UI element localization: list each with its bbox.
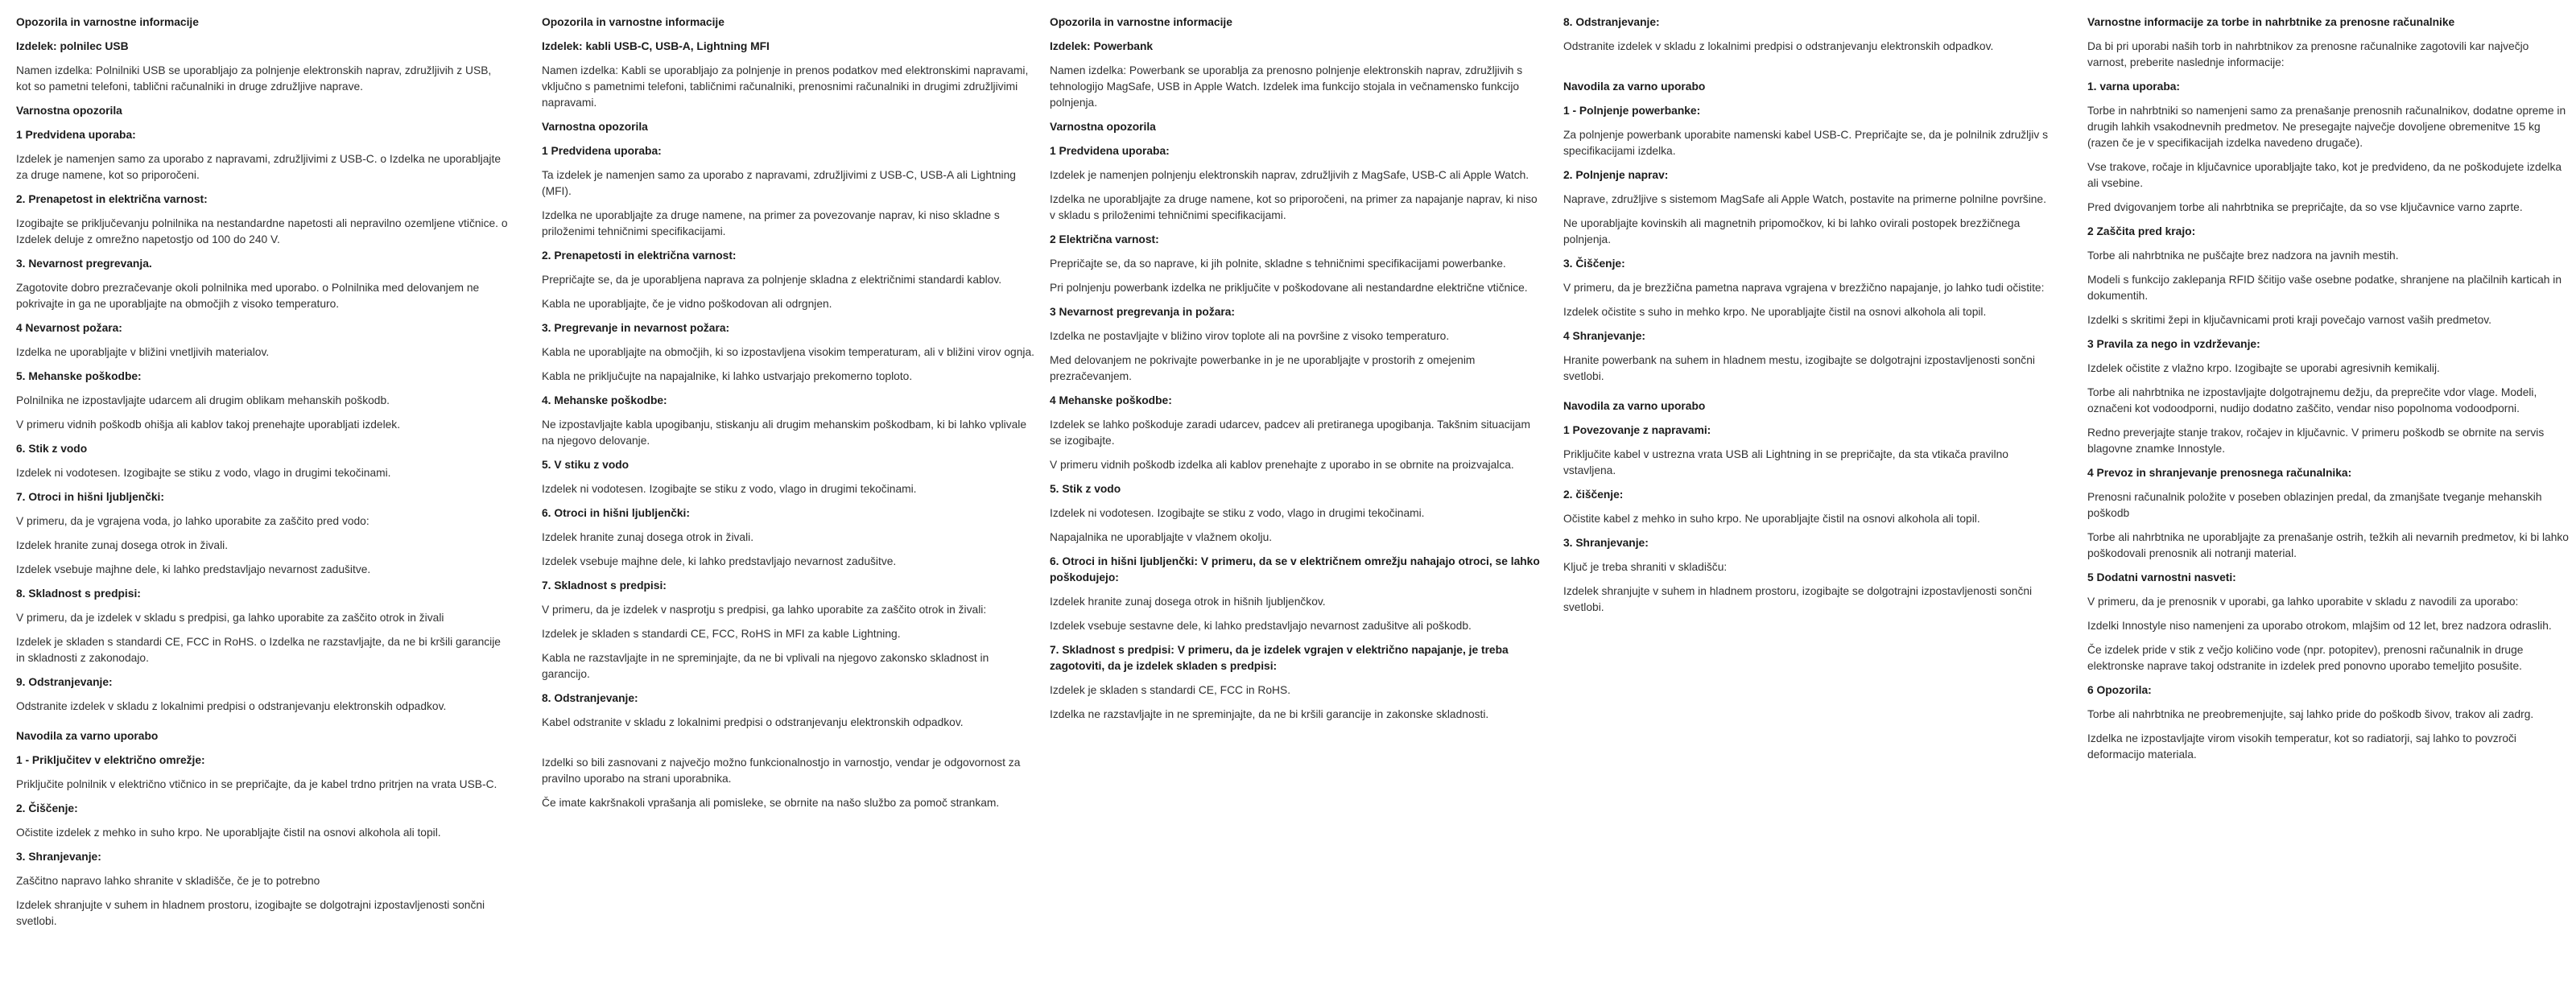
section-heading: 4 Mehanske poškodbe: bbox=[1050, 394, 1172, 406]
paragraph: Zagotovite dobro prezračevanje okoli polnilnika med uporabo. o Polnilnika med delovanjem ne pokrivajte in ga ne uporabljajte na območjih z visoko temperaturo. bbox=[16, 282, 480, 310]
paragraph: Za polnjenje powerbank uporabite namenski kabel USB-C. Prepričajte se, da je polnilnik združljiv s specifikacijami izdelka. bbox=[1563, 129, 2049, 157]
paragraph: Odstranite izdelek v skladu z lokalnimi predpisi o odstranjevanju elektronskih odpadkov. bbox=[1563, 40, 1994, 52]
paragraph: Izdelka ne uporabljajte za druge namene, kot so priporočeni, na primer za napajanje naprav, ki niso v skladu s priloženimi tehničnimi specifikacijami. bbox=[1050, 193, 1538, 221]
section-heading: Navodila za varno uporabo bbox=[1563, 400, 1706, 412]
section-heading: 1 - Polnjenje powerbanke: bbox=[1563, 105, 1701, 117]
section-heading: 3. Pregrevanje in nevarnost požara: bbox=[542, 322, 730, 334]
paragraph: Torbe ali nahrbtnika ne preobremenjujte, saj lahko pride do poškodb šivov, trakov ali zadrg. bbox=[2087, 708, 2534, 720]
paragraph: Kabla ne uporabljajte, če je vidno poškodovan ali odrgnjen. bbox=[542, 298, 832, 310]
paragraph: V primeru, da je brezžična pametna naprava vgrajena v brezžično napajanje, jo lahko tudi očistite: bbox=[1563, 282, 2045, 294]
paragraph: Naprave, združljive s sistemom MagSafe ali Apple Watch, postavite na primerne polnilne površine. bbox=[1563, 193, 2046, 205]
section-heading: 8. Odstranjevanje: bbox=[1563, 16, 1660, 28]
section-heading: Varnostna opozorila bbox=[1050, 121, 1156, 133]
column-powerbank-usage bbox=[1563, 14, 2059, 624]
section-heading: 1. varna uporaba: bbox=[2087, 80, 2181, 93]
paragraph: Torbe ali nahrbtnika ne uporabljajte za prenašanje ostrih, težkih ali nevarnih predmetov, ki bi lahko poškodovali prenosnik ali notranji material. bbox=[2087, 531, 2569, 559]
paragraph: Izdelek ni vodotesen. Izogibajte se stiku z vodo, vlago in drugimi tekočinami. bbox=[16, 467, 391, 479]
section-heading: 1 Predvidena uporaba: bbox=[1050, 145, 1170, 157]
paragraph: Torbe in nahrbtniki so namenjeni samo za prenašanje prenosnih računalnikov, dodatne opreme in drugih lahkih vsakodnevnih predmetov. Ne presegajte največje dovoljene obremenitve 15 kg (razen če je v specifikacijah izdelka navedeno drugače). bbox=[2087, 105, 2566, 149]
paragraph: Izdelek vsebuje majhne dele, ki lahko predstavljajo nevarnost zadušitve. bbox=[542, 555, 897, 567]
paragraph: Modeli s funkcijo zaklepanja RFID ščitijo vaše osebne podatke, shranjene na plačilnih karticah in dokumentih. bbox=[2087, 274, 2562, 302]
section-heading: 9. Odstranjevanje: bbox=[16, 676, 113, 688]
section-heading: 1 - Priključitev v električno omrežje: bbox=[16, 754, 205, 766]
section-heading: 7. Skladnost s predpisi: V primeru, da je izdelek vgrajen v električno napajanje, je treba zagotoviti, da je izdelek skladen s predpisi: bbox=[1050, 644, 1509, 672]
paragraph: Prenosni računalnik položite v poseben oblazinjen predal, da zmanjšate tveganje mehanskih poškodb bbox=[2087, 491, 2542, 519]
section-heading: 1 Povezovanje z napravami: bbox=[1563, 424, 1711, 436]
section-heading: 3 Pravila za nego in vzdrževanje: bbox=[2087, 338, 2260, 350]
section-heading: 6. Otroci in hišni ljubljenčki: bbox=[542, 507, 690, 519]
section-heading: Opozorila in varnostne informacije bbox=[16, 16, 199, 28]
paragraph: Izdelki s skritimi žepi in ključavnicami proti kraji povečajo varnost vaših predmetov. bbox=[2087, 314, 2491, 326]
paragraph: Prepričajte se, da so naprave, ki jih polnite, skladne s tehničnimi specifikacijami powerbanke. bbox=[1050, 258, 1506, 270]
section-heading: 4 Prevoz in shranjevanje prenosnega računalnika: bbox=[2087, 467, 2352, 479]
section-heading: Opozorila in varnostne informacije bbox=[542, 16, 724, 28]
paragraph: Priključite kabel v ustrezna vrata USB ali Lightning in se prepričajte, da sta vtikača pravilno vstavljena. bbox=[1563, 448, 2008, 476]
paragraph: Pred dvigovanjem torbe ali nahrbtnika se prepričajte, da so vse ključavnice varno zaprte. bbox=[2087, 201, 2523, 213]
column-laptop-bags bbox=[2087, 14, 2570, 771]
section-heading: 1 Predvidena uporaba: bbox=[542, 145, 662, 157]
section-heading: Navodila za varno uporabo bbox=[16, 730, 159, 742]
section-heading: 6. Otroci in hišni ljubljenčki: V primeru, da se v električnem omrežju nahajajo otroci, se lahko poškodujejo: bbox=[1050, 555, 1540, 583]
paragraph: Izdelka ne uporabljajte za druge namene, na primer za povezovanje naprav, ki niso skladne s priloženimi tehničnimi specifikacijami. bbox=[542, 209, 1000, 237]
paragraph: Izdelka ne uporabljajte v bližini vnetljivih materialov. bbox=[16, 346, 270, 358]
paragraph: Ključ je treba shraniti v skladišču: bbox=[1563, 561, 1728, 573]
section-heading: 3. Nevarnost pregrevanja. bbox=[16, 258, 152, 270]
section-heading: Varnostna opozorila bbox=[16, 105, 122, 117]
paragraph: Namen izdelka: Kabli se uporabljajo za polnjenje in prenos podatkov med elektronskimi napravami, vključno s pametnimi telefoni, tabličnimi računalniki, prenosnimi računalniki in drugimi združljivimi napravami. bbox=[542, 64, 1029, 109]
section-heading: 5 Dodatni varnostni nasveti: bbox=[2087, 571, 2236, 583]
paragraph: Ne uporabljajte kovinskih ali magnetnih pripomočkov, ki bi lahko ovirali postopek brezžičnega polnjenja. bbox=[1563, 217, 2021, 245]
paragraph: Izdelek vsebuje sestavne dele, ki lahko predstavljajo nevarnost zadušitve ali poškodb. bbox=[1050, 620, 1472, 632]
paragraph: Če izdelek pride v stik z večjo količino vode (npr. potopitev), prenosni računalnik in druge elektronske naprave takoj odstranite in izdelek pred ponovno uporabo temeljito posušite. bbox=[2087, 644, 2524, 672]
section-heading: 2 Električna varnost: bbox=[1050, 233, 1159, 245]
paragraph: Redno preverjajte stanje trakov, ročajev in ključavnic. V primeru poškodb se obrnite na servis blagovne znamke Innostyle. bbox=[2087, 427, 2545, 455]
paragraph: Izdelek hranite zunaj dosega otrok in živali. bbox=[16, 539, 229, 551]
paragraph: V primeru, da je izdelek v nasprotju s predpisi, ga lahko uporabite za zaščito otrok in živali: bbox=[542, 604, 987, 616]
paragraph: Hranite powerbank na suhem in hladnem mestu, izogibajte se dolgotrajni izpostavljenosti sončni svetlobi. bbox=[1563, 354, 2035, 382]
paragraph: Polnilnika ne izpostavljajte udarcem ali drugim oblikam mehanskih poškodb. bbox=[16, 394, 390, 406]
section-heading: 5. Mehanske poškodbe: bbox=[16, 370, 142, 382]
section-heading: Opozorila in varnostne informacije bbox=[1050, 16, 1232, 28]
section-heading: Izdelek: kabli USB-C, USB-A, Lightning MFI bbox=[542, 40, 770, 52]
paragraph: Izdelek je skladen s standardi CE, FCC, RoHS in MFI za kable Lightning. bbox=[542, 628, 901, 640]
section-heading: 4 Shranjevanje: bbox=[1563, 330, 1645, 342]
paragraph: Izdelek je namenjen samo za uporabo z napravami, združljivimi z USB-C. o Izdelka ne uporabljajte za druge namene, kot so priporočeni. bbox=[16, 153, 501, 181]
section-heading: 3. Shranjevanje: bbox=[16, 851, 101, 863]
section-heading: Varnostna opozorila bbox=[542, 121, 648, 133]
paragraph: Prepričajte se, da je uporabljena naprava za polnjenje skladna z električnimi standardi kablov. bbox=[542, 274, 1002, 286]
section-heading: 3. Čiščenje: bbox=[1563, 258, 1625, 270]
section-heading: 4 Nevarnost požara: bbox=[16, 322, 122, 334]
section-heading: 6. Stik z vodo bbox=[16, 443, 88, 455]
column-cables bbox=[542, 14, 1034, 819]
paragraph: Izdelek shranjujte v suhem in hladnem prostoru, izogibajte se dolgotrajni izpostavljenosti sončni svetlobi. bbox=[1563, 585, 2033, 613]
section-heading: 1 Predvidena uporaba: bbox=[16, 129, 136, 141]
paragraph: Izdelek ni vodotesen. Izogibajte se stiku z vodo, vlago in drugimi tekočinami. bbox=[542, 483, 917, 495]
paragraph: Izdelek shranjujte v suhem in hladnem prostoru, izogibajte se dolgotrajni izpostavljenosti sončni svetlobi. bbox=[16, 899, 485, 927]
paragraph: Izdelki so bili zasnovani z največjo možno funkcionalnostjo in varnostjo, vendar je odgovornost za pravilno uporabo na strani uporabnika. bbox=[542, 757, 1021, 785]
section-heading: Navodila za varno uporabo bbox=[1563, 80, 1706, 93]
paragraph: Priključite polnilnik v električno vtičnico in se prepričajte, da je kabel trdno pritrjen na vrata USB-C. bbox=[16, 778, 497, 790]
paragraph: V primeru, da je prenosnik v uporabi, ga lahko uporabite v skladu z navodili za uporabo: bbox=[2087, 596, 2519, 608]
section-heading: 3 Nevarnost pregrevanja in požara: bbox=[1050, 306, 1236, 318]
section-heading: 8. Skladnost s predpisi: bbox=[16, 588, 141, 600]
column-charger-usb bbox=[16, 14, 509, 938]
paragraph: Izdelek hranite zunaj dosega otrok in hišnih ljubljenčkov. bbox=[1050, 596, 1326, 608]
paragraph: Ne izpostavljajte kabla upogibanju, stiskanju ali drugim mehanskim poškodbam, ki bi lahko vplivale na njegovo delovanje. bbox=[542, 418, 1027, 447]
paragraph: V primeru vidnih poškodb izdelka ali kablov prenehajte z uporabo in se obrnite na proizvajalca. bbox=[1050, 459, 1514, 471]
section-heading: 5. Stik z vodo bbox=[1050, 483, 1121, 495]
section-heading: 2. Polnjenje naprav: bbox=[1563, 169, 1669, 181]
paragraph: Pri polnjenju powerbank izdelka ne priključite v poškodovane ali nestandardne električne vtičnice. bbox=[1050, 282, 1528, 294]
paragraph: Ta izdelek je namenjen samo za uporabo z napravami, združljivimi z USB-C, USB-A ali Lightning (MFI). bbox=[542, 169, 1016, 197]
paragraph: Vse trakove, ročaje in ključavnice uporabljajte tako, kot je predvideno, da ne poškodujete izdelka ali vsebine. bbox=[2087, 161, 2562, 189]
paragraph: Da bi pri uporabi naših torb in nahrbtnikov za prenosne računalnike zagotovili kar največjo varnost, preberite naslednje informacije: bbox=[2087, 40, 2529, 68]
paragraph: Izdelek se lahko poškoduje zaradi udarcev, padcev ali pretiranega upogibanja. Takšnim situacijam se izogibajte. bbox=[1050, 418, 1530, 447]
section-heading: Izdelek: polnilec USB bbox=[16, 40, 129, 52]
section-heading: 2. Prenapetosti in električna varnost: bbox=[542, 249, 737, 262]
paragraph: Očistite izdelek z mehko in suho krpo. Ne uporabljajte čistil na osnovi alkohola ali topil. bbox=[16, 827, 441, 839]
paragraph: V primeru, da je izdelek v skladu s predpisi, ga lahko uporabite za zaščito otrok in živali bbox=[16, 612, 444, 624]
paragraph: Namen izdelka: Polnilniki USB se uporabljajo za polnjenje elektronskih naprav, združljivih z USB, kot so pametni telefoni, tablični računalniki in druge združljive naprave. bbox=[16, 64, 492, 93]
section-heading: 5. V stiku z vodo bbox=[542, 459, 630, 471]
paragraph: Napajalnika ne uporabljajte v vlažnem okolju. bbox=[1050, 531, 1273, 543]
section-heading: 8. Odstranjevanje: bbox=[542, 692, 638, 704]
column-powerbank bbox=[1050, 14, 1544, 731]
section-heading: 7. Otroci in hišni ljubljenčki: bbox=[16, 491, 164, 503]
paragraph: Če imate kakršnakoli vprašanja ali pomisleke, se obrnite na našo službo za pomoč strankam. bbox=[542, 797, 1000, 809]
section-heading: 4. Mehanske poškodbe: bbox=[542, 394, 667, 406]
section-heading: 2. čiščenje: bbox=[1563, 489, 1624, 501]
paragraph: Kabla ne uporabljajte na območjih, ki so izpostavljena visokim temperaturam, ali v bližini virov ognja. bbox=[542, 346, 1034, 358]
section-heading: 6 Opozorila: bbox=[2087, 684, 2152, 696]
paragraph: Izdelka ne postavljajte v bližino virov toplote ali na površine z visoko temperaturo. bbox=[1050, 330, 1450, 342]
paragraph: Torbe ali nahrbtnika ne puščajte brez nadzora na javnih mestih. bbox=[2087, 249, 2399, 262]
paragraph: Izdelek ni vodotesen. Izogibajte se stiku z vodo, vlago in drugimi tekočinami. bbox=[1050, 507, 1425, 519]
section-heading: 2. Čiščenje: bbox=[16, 802, 78, 814]
paragraph: Izdelek vsebuje majhne dele, ki lahko predstavljajo nevarnost zadušitve. bbox=[16, 563, 371, 575]
paragraph: Izdelek hranite zunaj dosega otrok in živali. bbox=[542, 531, 754, 543]
paragraph: V primeru, da je vgrajena voda, jo lahko uporabite za zaščito pred vodo: bbox=[16, 515, 369, 527]
paragraph: Izdelek očistite z vlažno krpo. Izogibajte se uporabi agresivnih kemikalij. bbox=[2087, 362, 2440, 374]
paragraph: Kabel odstranite v skladu z lokalnimi predpisi o odstranjevanju elektronskih odpadkov. bbox=[542, 716, 964, 728]
paragraph: Kabla ne priključujte na napajalnike, ki lahko ustvarjajo prekomerno toploto. bbox=[542, 370, 913, 382]
paragraph: Izdelek je skladen s standardi CE, FCC in RoHS. bbox=[1050, 684, 1291, 696]
section-heading: Izdelek: Powerbank bbox=[1050, 40, 1154, 52]
paragraph: Izdelka ne razstavljajte in ne spreminjajte, da ne bi kršili garancije in zakonske skladnosti. bbox=[1050, 708, 1489, 720]
paragraph: Med delovanjem ne pokrivajte powerbanke in je ne uporabljajte v prostorih z omejenim prezračevanjem. bbox=[1050, 354, 1476, 382]
paragraph: V primeru vidnih poškodb ohišja ali kablov takoj prenehajte uporabljati izdelek. bbox=[16, 418, 401, 431]
paragraph: Kabla ne razstavljajte in ne spreminjajte, da ne bi vplivali na njegovo zakonsko skladnost in garancijo. bbox=[542, 652, 989, 680]
section-heading: 2 Zaščita pred krajo: bbox=[2087, 225, 2196, 237]
paragraph: Izogibajte se priključevanju polnilnika na nestandardne napetosti ali nepravilno ozemljene vtičnice. o Izdelek deluje z omrežno napetostjo od 100 do 240 V. bbox=[16, 217, 508, 245]
paragraph: Izdelek očistite s suho in mehko krpo. Ne uporabljajte čistil na osnovi alkohola ali topil. bbox=[1563, 306, 1987, 318]
paragraph: Odstranite izdelek v skladu z lokalnimi predpisi o odstranjevanju elektronskih odpadkov. bbox=[16, 700, 447, 712]
paragraph: Izdelek je namenjen polnjenju elektronskih naprav, združljivih z MagSafe, USB-C ali Apple Watch. bbox=[1050, 169, 1530, 181]
paragraph: Očistite kabel z mehko in suho krpo. Ne uporabljajte čistil na osnovi alkohola ali topil. bbox=[1563, 513, 1980, 525]
section-heading: 7. Skladnost s predpisi: bbox=[542, 579, 667, 592]
section-heading: 2. Prenapetost in električna varnost: bbox=[16, 193, 208, 205]
paragraph: Izdelki Innostyle niso namenjeni za uporabo otrokom, mlajšim od 12 let, brez nadzora odraslih. bbox=[2087, 620, 2552, 632]
paragraph: Namen izdelka: Powerbank se uporablja za prenosno polnjenje elektronskih naprav, združljivih s tehnologijo MagSafe, USB in Apple Watch. Izdelek ima funkcijo stojala in večnamensko funkcijo polnjenja. bbox=[1050, 64, 1523, 109]
paragraph: Zaščitno napravo lahko shranite v skladišče, če je to potrebno bbox=[16, 875, 320, 887]
section-heading: Varnostne informacije za torbe in nahrbtnike za prenosne računalnike bbox=[2087, 16, 2455, 28]
section-heading: 3. Shranjevanje: bbox=[1563, 537, 1649, 549]
paragraph: Izdelka ne izpostavljajte virom visokih temperatur, kot so radiatorji, saj lahko to povzroči deformacijo materiala. bbox=[2087, 732, 2516, 761]
paragraph: Izdelek je skladen s standardi CE, FCC in RoHS. o Izdelka ne razstavljajte, da ne bi kršili garancije in skladnosti z zakonodajo. bbox=[16, 636, 501, 664]
paragraph: Torbe ali nahrbtnika ne izpostavljajte dolgotrajnemu dežju, da preprečite vdor vlage. Modeli, označeni kot vodoodporni, nudijo dodatno zaščito, vendar niso popolnoma vodoodporni. bbox=[2087, 386, 2537, 414]
